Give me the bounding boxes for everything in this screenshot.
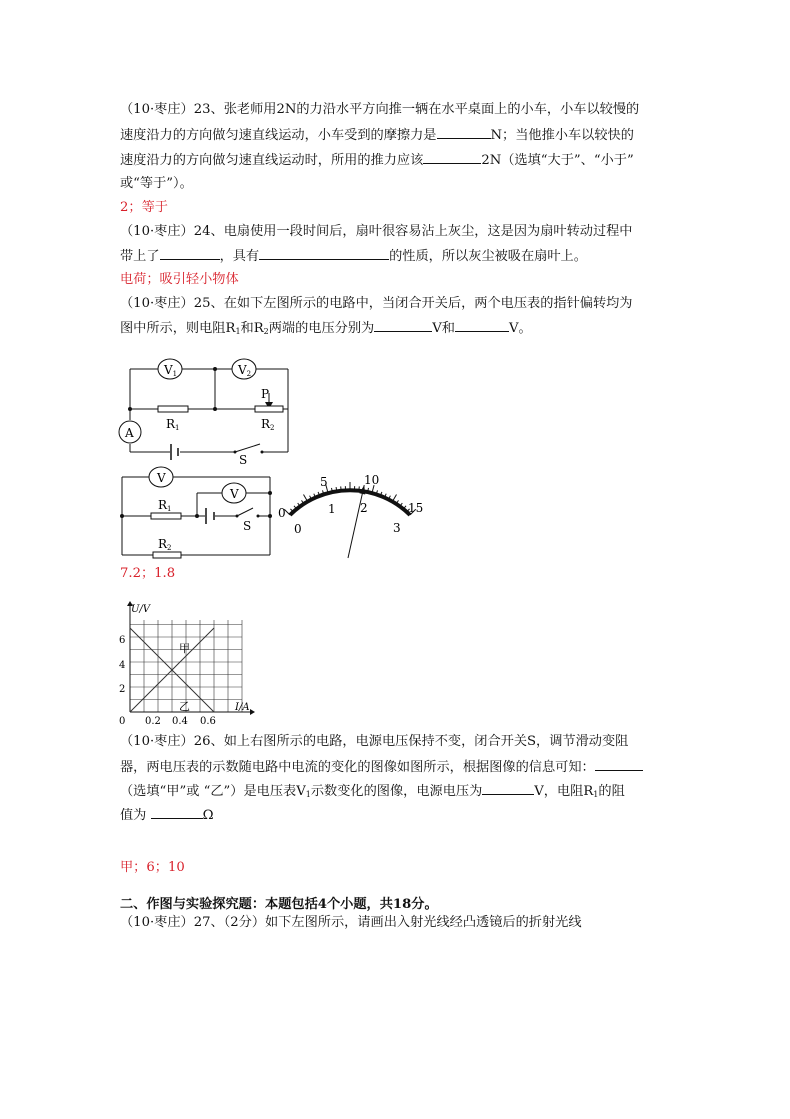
x-axis-arrow bbox=[250, 709, 255, 715]
ytick-6: 6 bbox=[119, 635, 126, 646]
q27-line1 bbox=[120, 914, 582, 932]
section2-title: 二、作图与实验探究题：本题包括4个小题，共18分。 bbox=[120, 897, 438, 912]
q23-blank2[interactable] bbox=[423, 151, 481, 164]
q23-line3 bbox=[120, 151, 634, 170]
q23-line2 bbox=[120, 126, 634, 145]
q26-line3 bbox=[120, 782, 625, 804]
graph-xlabel: I/A bbox=[235, 702, 250, 713]
q25-line2 bbox=[120, 319, 532, 341]
q25-text2a: 图中所示，则电阻R bbox=[120, 321, 236, 336]
q23-line1 bbox=[120, 101, 639, 119]
q23-text3b: 2N（选填“大于”、“小于” bbox=[481, 153, 634, 168]
q23-text4: 或“等于”）。 bbox=[120, 176, 193, 191]
xtick-0.6: 0.6 bbox=[200, 716, 216, 727]
xtick-0: 0 bbox=[119, 716, 126, 727]
dial-lower-1: 1 bbox=[328, 502, 336, 516]
q26-blank2[interactable] bbox=[482, 782, 534, 795]
q25-text2b: 和R bbox=[240, 321, 264, 336]
q24-text2b: ，具有 bbox=[219, 249, 260, 264]
q24-text2c: 的性质，所以灰尘被吸在扇叶上。 bbox=[389, 249, 587, 264]
q26-text2a: 器，两电压表的示数随电路中电流的变化的图像如图所示，根据图像的信息可知： bbox=[120, 760, 595, 775]
r2b-label: R2 bbox=[158, 537, 172, 552]
q23-line4 bbox=[120, 175, 193, 193]
q26-line1 bbox=[120, 733, 628, 751]
label-yi: 乙 bbox=[179, 700, 190, 713]
dial-lower-3: 3 bbox=[393, 521, 401, 535]
v-top-label: V bbox=[157, 471, 166, 485]
graph-ylabel: U/V bbox=[131, 604, 151, 615]
r1-label: R1 bbox=[166, 417, 180, 432]
dial-upper-0: 0 bbox=[278, 506, 286, 520]
q24-line2 bbox=[120, 247, 587, 266]
v-mid-label: V bbox=[230, 487, 239, 501]
switch-label: S bbox=[239, 453, 248, 467]
q25-blank2[interactable] bbox=[455, 319, 509, 332]
q24-blank1[interactable] bbox=[160, 247, 220, 260]
q25-blank1[interactable] bbox=[374, 319, 432, 332]
q25-text2e: V。 bbox=[508, 321, 532, 336]
dial-needle bbox=[348, 485, 364, 558]
circuit-diagram-1 bbox=[115, 352, 300, 467]
q25-sub2: 2 bbox=[263, 327, 269, 336]
q23-text3a: 速度沿力的方向做匀速直线运动时，所用的推力应该 bbox=[120, 153, 424, 168]
q25-text2c: 两端的电压分别为 bbox=[268, 321, 375, 336]
q24-line1 bbox=[120, 223, 633, 241]
q23-blank1[interactable] bbox=[437, 126, 491, 139]
resistor-r2-b bbox=[153, 552, 181, 558]
q24-text1: （10·枣庄）24、电扇使用一段时间后，扇叶很容易沾上灰尘，这是因为扇叶转动过程中 bbox=[120, 224, 633, 239]
voltmeter-dial bbox=[276, 468, 426, 563]
q26-blank1[interactable] bbox=[595, 758, 643, 771]
q24-answer: 电荷；吸引轻小物体 bbox=[120, 272, 239, 287]
r2-label: R2 bbox=[261, 417, 275, 432]
q26-text4b: Ω bbox=[202, 808, 214, 823]
q26-line4 bbox=[120, 806, 214, 825]
dial-tick bbox=[304, 494, 308, 501]
dial-lower-2: 2 bbox=[360, 501, 368, 515]
ytick-2: 2 bbox=[119, 684, 126, 695]
q26-text3a: （选填“甲”或 “乙”）是电压表V bbox=[120, 784, 306, 799]
dial-upper-5: 5 bbox=[320, 475, 328, 489]
q25-sub1: 1 bbox=[235, 327, 241, 336]
q25-text1: （10·枣庄）25、在如下左图所示的电路中，当闭合开关后，两个电压表的指针偏转均为 bbox=[120, 296, 633, 311]
q26-blank3[interactable] bbox=[151, 806, 203, 819]
ytick-4: 4 bbox=[119, 660, 126, 671]
xtick-0.2: 0.2 bbox=[145, 716, 161, 727]
q25-text2d: V和 bbox=[432, 321, 455, 336]
q26-sub2: 1 bbox=[593, 790, 599, 799]
q26-text3d: 的阻 bbox=[598, 784, 625, 799]
dial-lower-0: 0 bbox=[294, 522, 302, 536]
ammeter-label: A bbox=[125, 426, 134, 440]
dial-upper-10: 10 bbox=[364, 473, 380, 487]
q24-blank2[interactable] bbox=[259, 247, 389, 260]
q25-answer: 7.2；1.8 bbox=[120, 566, 176, 581]
q26-answer: 甲；6；10 bbox=[120, 860, 185, 875]
q27-text1: （10·枣庄）27、（2分）如下左图所示，请画出入射光线经凸透镜后的折射光线 bbox=[120, 915, 582, 930]
xtick-0.4: 0.4 bbox=[172, 716, 188, 727]
resistor-r1-b bbox=[151, 513, 181, 519]
dial-tick bbox=[336, 487, 337, 491]
q26-sub1: 1 bbox=[305, 790, 311, 799]
resistor-r2 bbox=[255, 406, 283, 412]
q26-text3b: 示数变化的图像，电源电压为 bbox=[310, 784, 483, 799]
v2-label: V2 bbox=[238, 363, 252, 378]
v1-label: V1 bbox=[164, 363, 178, 378]
q23-text2b: N；当他推小车以较快的 bbox=[490, 128, 634, 143]
r1b-label: R1 bbox=[158, 498, 172, 513]
dial-upper-15: 15 bbox=[408, 501, 424, 515]
slider-p-label: P bbox=[261, 387, 270, 401]
switch-b-label: S bbox=[243, 519, 252, 533]
q23-answer: 2；等于 bbox=[120, 200, 168, 215]
circuit-diagram-2 bbox=[115, 462, 280, 562]
dial-tick bbox=[393, 494, 397, 501]
q26-text1: （10·枣庄）26、如上右图所示的电路，电源电压保持不变，闭合开关S，调节滑动变阻 bbox=[120, 734, 629, 749]
label-jia: 甲 bbox=[179, 642, 190, 655]
q25-line1 bbox=[120, 295, 633, 313]
q24-text2a: 带上了 bbox=[120, 249, 160, 264]
resistor-r1 bbox=[158, 406, 188, 412]
q23-text1: （10·枣庄）23、张老师用2N的力沿水平方向推一辆在水平桌面上的小车，小车以较慢的 bbox=[120, 102, 640, 117]
q26-text4a: 值为 bbox=[120, 808, 151, 823]
q26-text3c: V，电阻R bbox=[534, 784, 594, 799]
dial-arc bbox=[290, 490, 410, 515]
ui-graph bbox=[115, 600, 255, 730]
q23-text2a: 速度沿力的方向做匀速直线运动，小车受到的摩擦力是 bbox=[120, 128, 437, 143]
q26-line2 bbox=[120, 758, 643, 777]
